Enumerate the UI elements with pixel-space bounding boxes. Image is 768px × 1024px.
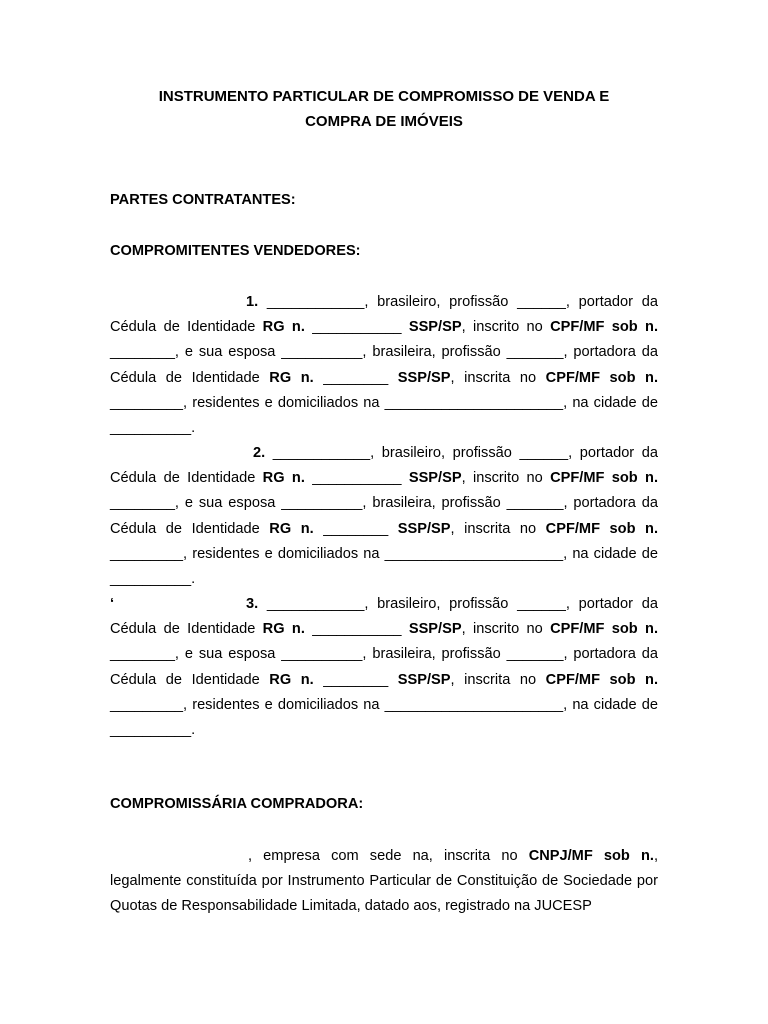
rg-label: RG n.	[262, 470, 305, 487]
party-text: ___________	[304, 470, 409, 487]
cpf-label: CPF/MF sob n.	[550, 621, 659, 638]
title-line-2: COMPRA DE IMÓVEIS	[305, 113, 463, 130]
compradora-heading: COMPROMISSÁRIA COMPRADORA:	[110, 796, 364, 812]
rg-label: RG n.	[262, 319, 305, 336]
stray-quote-mark: ‘	[110, 596, 115, 612]
party-text: _________, residentes e domiciliados na ______________________, na cidade de __________.	[110, 696, 658, 739]
partes-heading: PARTES CONTRATANTES:	[110, 192, 296, 208]
party-paragraph-2	[110, 441, 658, 592]
party-text: ________	[313, 369, 398, 386]
party-text: , inscrito no	[461, 319, 551, 336]
vendedores-heading: COMPROMITENTES VENDEDORES:	[110, 243, 361, 259]
party-text: , inscrita no	[450, 671, 546, 688]
cpf-label: CPF/MF sob n.	[545, 671, 659, 688]
party-text: ________, e sua esposa __________, brasileira, profissão _______, portadora da Cédula de Identidade	[110, 344, 658, 386]
party-text: _________, residentes e domiciliados na ______________________, na cidade de __________.	[110, 394, 658, 437]
party-text: , inscrito no	[461, 470, 551, 487]
document-title	[110, 84, 658, 134]
rg-label: RG n.	[269, 369, 314, 386]
party-text: ___________	[304, 621, 409, 638]
party-text: ____________, brasileiro, profissão ______, portador da Cédula de Identidade	[110, 445, 658, 487]
rg-label: RG n.	[269, 520, 314, 537]
cpf-label: CPF/MF sob n.	[545, 369, 659, 386]
ssp-label: SSP/SP	[397, 671, 451, 688]
rg-label: RG n.	[269, 671, 314, 688]
party-text: ___________	[304, 319, 409, 336]
party-text: ________, e sua esposa __________, brasileira, profissão _______, portadora da Cédula de Identidade	[110, 646, 658, 688]
cpf-label: CPF/MF sob n.	[550, 470, 659, 487]
party-text: ________	[313, 671, 398, 688]
compradora-text: , empresa com sede na, inscrita no	[248, 848, 529, 864]
party-paragraph-1	[110, 290, 658, 441]
title-line-1: INSTRUMENTO PARTICULAR DE COMPROMISSO DE VENDA E	[158, 88, 610, 105]
cnpj-label: CNPJ/MF sob n.	[528, 848, 654, 864]
party-text: _________, residentes e domiciliados na ______________________, na cidade de __________.	[110, 545, 658, 588]
party-text: , inscrita no	[450, 520, 546, 537]
ssp-label: SSP/SP	[408, 319, 462, 336]
party-number: 1.	[246, 294, 259, 310]
party-text: , inscrita no	[450, 369, 546, 386]
party-text: , inscrito no	[461, 621, 551, 638]
party-number: 3.	[246, 596, 259, 612]
party-text: ________, e sua esposa __________, brasileira, profissão _______, portadora da Cédula de Identidade	[110, 495, 658, 537]
ssp-label: SSP/SP	[408, 621, 462, 638]
ssp-label: SSP/SP	[397, 369, 451, 386]
ssp-label: SSP/SP	[408, 470, 462, 487]
compradora-paragraph	[110, 844, 658, 920]
party-text: ________	[313, 520, 398, 537]
party-text: ____________, brasileiro, profissão ______, portador da Cédula de Identidade	[110, 294, 658, 336]
cpf-label: CPF/MF sob n.	[545, 520, 659, 537]
ssp-label: SSP/SP	[397, 520, 451, 537]
cpf-label: CPF/MF sob n.	[550, 319, 659, 336]
rg-label: RG n.	[262, 621, 305, 638]
compradora-text: , legalmente constituída por Instrumento Particular de Constituição de Sociedade por Quotas de Responsabilidade Limitada, datado aos, registrado na JUCESP	[110, 848, 658, 915]
party-paragraph-3	[110, 592, 658, 743]
party-number: 2.	[253, 445, 266, 461]
party-text: ____________, brasileiro, profissão ______, portador da Cédula de Identidade	[110, 596, 658, 638]
